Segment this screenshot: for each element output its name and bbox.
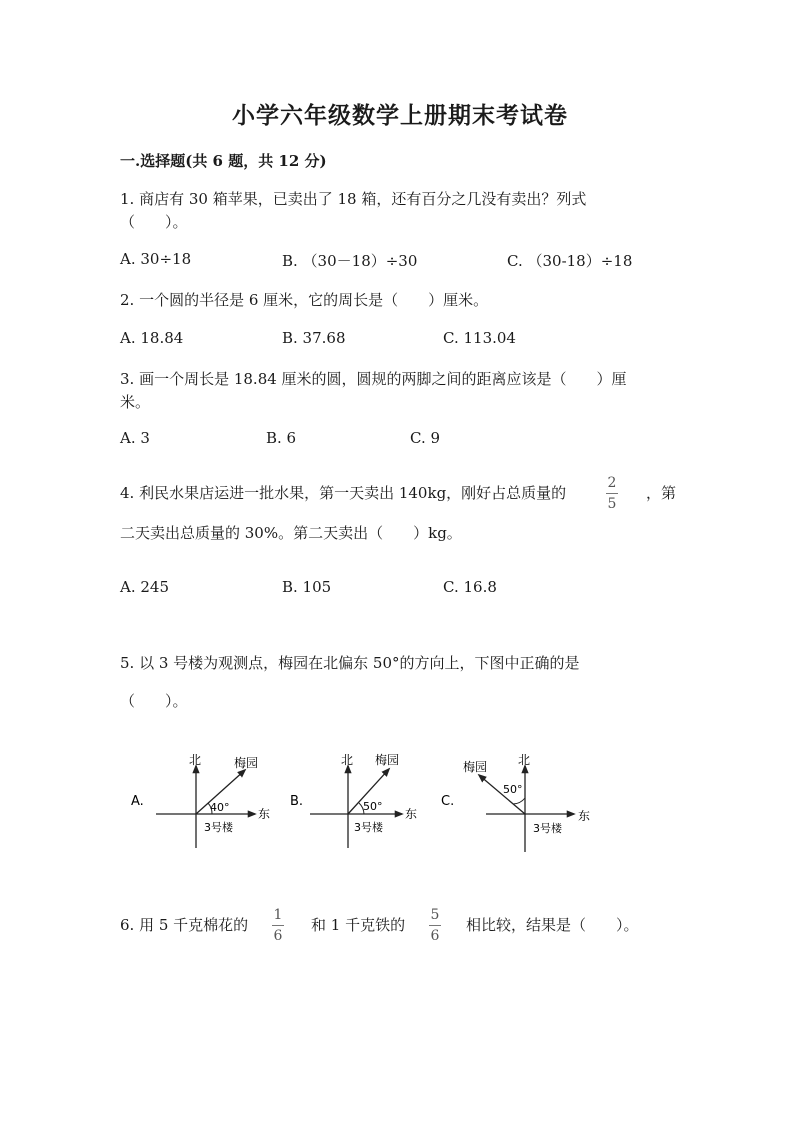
question-1-option-c[interactable]: C. （30-18）÷18 — [507, 252, 633, 270]
diagram-c-east-label: 东 — [578, 809, 591, 823]
diagram-c-place-label: 梅园 — [463, 760, 488, 774]
fraction-bar — [272, 925, 284, 926]
diagram-a-option-label: A. — [131, 794, 144, 809]
diagram-b-origin-label: 3号楼 — [354, 821, 383, 834]
fraction-numerator: 1 — [273, 907, 283, 923]
question-4-line-1b: ，第 — [646, 484, 677, 502]
fraction-denominator: 6 — [273, 928, 283, 944]
question-6-part-3: 相比较，结果是（ ）。 — [466, 916, 639, 934]
diagram-b-option-label: B. — [290, 794, 304, 809]
question-2-line-1: 2. 一个圆的半径是 6 厘米，它的周长是（ ）厘米。 — [120, 291, 489, 309]
question-6-part-2: 和 1 千克铁的 — [311, 916, 406, 934]
diagram-b-north-label: 北 — [341, 753, 354, 767]
question-6-part-1: 6. 用 5 千克棉花的 — [120, 916, 249, 934]
fraction-bar — [429, 925, 441, 926]
question-4-option-a[interactable]: A. 245 — [120, 578, 169, 596]
question-4-line-2: 二天卖出总质量的 30%。第二天卖出（ ）kg。 — [120, 524, 462, 542]
fraction-numerator: 5 — [430, 907, 440, 923]
diagram-b-east-label: 东 — [405, 807, 418, 821]
diagram-c-option-label: C. — [441, 794, 455, 809]
section-heading: 一.选择题(共 6 题，共 12 分) — [120, 152, 327, 170]
diagram-a-origin-label: 3号楼 — [204, 821, 233, 834]
question-1-option-a[interactable]: A. 30÷18 — [120, 250, 192, 268]
diagram-a-place-label: 梅园 — [234, 756, 259, 770]
fraction-denominator: 6 — [430, 928, 440, 944]
diagram-b[interactable] — [290, 752, 417, 848]
question-2-option-a[interactable]: A. 18.84 — [120, 329, 184, 347]
diagram-c[interactable] — [441, 753, 590, 852]
question-4-option-b[interactable]: B. 105 — [282, 578, 332, 596]
question-2-option-c[interactable]: C. 113.04 — [443, 329, 516, 347]
page-title: 小学六年级数学上册期末考试卷 — [232, 102, 568, 129]
question-1-option-b[interactable]: B. （30－18）÷30 — [282, 252, 418, 270]
diagram-c-origin-label: 3号楼 — [533, 822, 562, 835]
fraction-denominator: 5 — [607, 496, 617, 512]
diagram-a-north-label: 北 — [189, 753, 202, 767]
diagram-c-angle-label: 50° — [503, 783, 523, 796]
question-4-option-c[interactable]: C. 16.8 — [443, 578, 497, 596]
diagram-c-angle-arc — [513, 798, 525, 804]
question-1-line-2: （ ）。 — [120, 213, 188, 231]
diagram-a-east-label: 东 — [258, 807, 271, 821]
diagram-a-angle-label: 40° — [210, 801, 230, 814]
fraction-two-fifths — [606, 476, 618, 511]
question-5-line-1: 5. 以 3 号楼为观测点，梅园在北偏东 50°的方向上，下图中正确的是 — [120, 654, 580, 672]
fraction-bar — [606, 493, 618, 494]
question-3-option-a[interactable]: A. 3 — [120, 429, 150, 447]
question-5-line-2: （ ）。 — [120, 692, 188, 710]
fraction-five-sixths — [429, 908, 441, 943]
diagram-a[interactable] — [131, 753, 270, 848]
direction-diagrams — [0, 740, 800, 870]
question-2-option-b[interactable]: B. 37.68 — [282, 329, 346, 347]
question-4-line-1a: 4. 利民水果店运进一批水果，第一天卖出 140kg，刚好占总质量的 — [120, 484, 567, 502]
fraction-one-sixth — [272, 908, 284, 943]
diagram-b-angle-label: 50° — [363, 800, 383, 813]
question-3-option-b[interactable]: B. 6 — [266, 429, 297, 447]
question-3-line-2: 米。 — [120, 393, 151, 411]
fraction-numerator: 2 — [607, 475, 617, 491]
diagram-c-north-label: 北 — [518, 753, 531, 767]
question-1-line-1: 1. 商店有 30 箱苹果，已卖出了 18 箱，还有百分之几没有卖出？列式 — [120, 190, 587, 208]
diagram-b-place-label: 梅园 — [375, 753, 400, 767]
question-3-line-1: 3. 画一个周长是 18.84 厘米的圆，圆规的两脚之间的距离应该是（ ）厘 — [120, 370, 627, 388]
question-3-option-c[interactable]: C. 9 — [410, 429, 441, 447]
